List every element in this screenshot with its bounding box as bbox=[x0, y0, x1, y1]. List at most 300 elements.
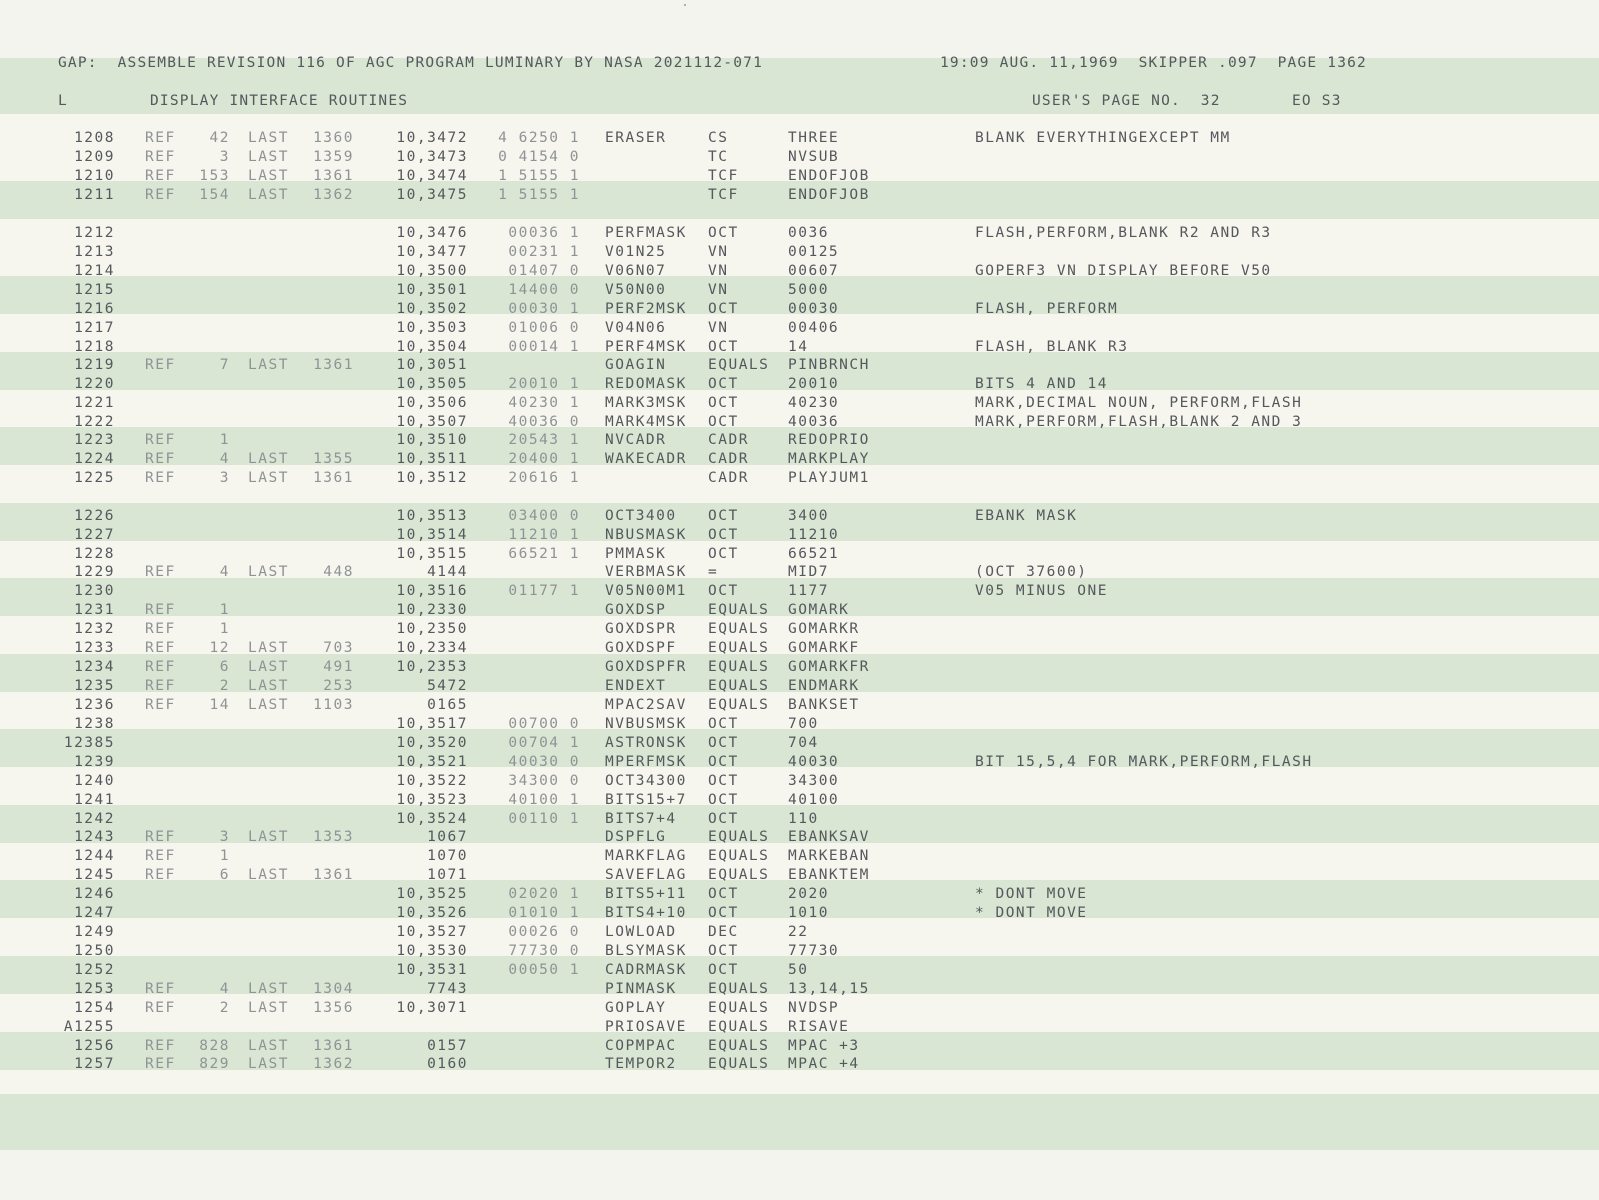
listing-operand: MPAC +4 bbox=[788, 1056, 860, 1072]
listing-opcode: TCF bbox=[708, 168, 739, 184]
listing-address: 10,3474 bbox=[396, 168, 468, 184]
listing-ref: REF bbox=[145, 168, 176, 184]
listing-address: 10,3510 bbox=[396, 432, 468, 448]
listing-operand: GOMARKF bbox=[788, 640, 860, 656]
listing-label: DSPFLG bbox=[605, 829, 667, 845]
listing-address: 10,3520 bbox=[396, 735, 468, 751]
listing-last-page: 1353 bbox=[313, 829, 354, 845]
listing-ref: REF bbox=[145, 848, 176, 864]
listing-operand: 00030 bbox=[788, 301, 840, 317]
listing-opcode: EQUALS bbox=[708, 659, 770, 675]
listing-octal: 20616 1 bbox=[508, 470, 580, 486]
listing-octal: 20543 1 bbox=[508, 432, 580, 448]
listing-line-number: 1225 bbox=[74, 470, 115, 486]
listing-line-number: 1238 bbox=[74, 716, 115, 732]
listing-row bbox=[0, 451, 1599, 470]
listing-operand: 13,14,15 bbox=[788, 981, 870, 997]
listing-operand: 20010 bbox=[788, 376, 840, 392]
listing-address: 10,3507 bbox=[396, 414, 468, 430]
listing-last-page: 1361 bbox=[313, 867, 354, 883]
listing-address: 10,3523 bbox=[396, 792, 468, 808]
listing-operand: 0036 bbox=[788, 225, 829, 241]
listing-opcode: EQUALS bbox=[708, 678, 770, 694]
listing-address: 10,3531 bbox=[396, 962, 468, 978]
listing-label: REDOMASK bbox=[605, 376, 687, 392]
listing-row bbox=[0, 754, 1599, 773]
listing-ref-count: 6 bbox=[219, 867, 230, 883]
listing-row bbox=[0, 564, 1599, 583]
listing-row bbox=[0, 735, 1599, 754]
listing-octal: 00700 0 bbox=[508, 716, 580, 732]
listing-comment: FLASH, PERFORM bbox=[975, 301, 1119, 317]
listing-last-page: 1361 bbox=[313, 470, 354, 486]
listing-line-number: 12385 bbox=[63, 735, 115, 751]
listing-opcode: DEC bbox=[708, 924, 739, 940]
listing-row bbox=[0, 508, 1599, 527]
listing-label: MARKFLAG bbox=[605, 848, 687, 864]
listing-line-number: 1242 bbox=[74, 811, 115, 827]
listing-label: GOPLAY bbox=[605, 1000, 667, 1016]
listing-label: MPERFMSK bbox=[605, 754, 687, 770]
listing-row bbox=[0, 187, 1599, 206]
listing-ref-count: 154 bbox=[199, 187, 230, 203]
listing-ref: REF bbox=[145, 564, 176, 580]
listing-comment: (OCT 37600) bbox=[975, 564, 1088, 580]
listing-operand: ENDMARK bbox=[788, 678, 860, 694]
listing-address: 10,3524 bbox=[396, 811, 468, 827]
listing-opcode: EQUALS bbox=[708, 867, 770, 883]
listing-comment: BITS 4 AND 14 bbox=[975, 376, 1108, 392]
listing-address: 10,2350 bbox=[396, 621, 468, 637]
listing-address: 10,3527 bbox=[396, 924, 468, 940]
listing-comment: BIT 15,5,4 FOR MARK,PERFORM,FLASH bbox=[975, 754, 1313, 770]
listing-row bbox=[0, 773, 1599, 792]
section-marker: L bbox=[58, 93, 68, 109]
listing-address: 10,3517 bbox=[396, 716, 468, 732]
listing-row bbox=[0, 943, 1599, 962]
listing-last: LAST bbox=[248, 981, 289, 997]
listing-line-number: 1232 bbox=[74, 621, 115, 637]
listing-operand: NVSUB bbox=[788, 149, 840, 165]
listing-row bbox=[0, 1038, 1599, 1057]
listing-row bbox=[0, 168, 1599, 187]
listing-octal: 00704 1 bbox=[508, 735, 580, 751]
listing-last-page: 703 bbox=[323, 640, 354, 656]
listing-row bbox=[0, 716, 1599, 735]
listing-opcode: OCT bbox=[708, 735, 739, 751]
listing-line-number: 1244 bbox=[74, 848, 115, 864]
listing-line-number: 1250 bbox=[74, 943, 115, 959]
listing-line-number: 1230 bbox=[74, 583, 115, 599]
listing-line-number: 1222 bbox=[74, 414, 115, 430]
listing-octal: 01407 0 bbox=[508, 263, 580, 279]
listing-row bbox=[0, 130, 1599, 149]
listing-row bbox=[0, 640, 1599, 659]
listing-address: 0165 bbox=[427, 697, 468, 713]
listing-address: 10,3516 bbox=[396, 583, 468, 599]
listing-last: LAST bbox=[248, 1000, 289, 1016]
listing-ref: REF bbox=[145, 621, 176, 637]
listing-opcode: OCT bbox=[708, 508, 739, 524]
listing-ref: REF bbox=[145, 1000, 176, 1016]
listing-ref: REF bbox=[145, 1056, 176, 1072]
listing-row bbox=[0, 697, 1599, 716]
listing-last: LAST bbox=[248, 659, 289, 675]
listing-row bbox=[0, 282, 1599, 301]
listing-opcode: CADR bbox=[708, 432, 749, 448]
listing-address: 10,3473 bbox=[396, 149, 468, 165]
listing-line-number: 1246 bbox=[74, 886, 115, 902]
listing-ref: REF bbox=[145, 602, 176, 618]
listing-row bbox=[0, 376, 1599, 395]
listing-operand: REDOPRIO bbox=[788, 432, 870, 448]
listing-ref-count: 42 bbox=[209, 130, 230, 146]
listing-last: LAST bbox=[248, 697, 289, 713]
listing-line-number: 1257 bbox=[74, 1056, 115, 1072]
listing-opcode: OCT bbox=[708, 773, 739, 789]
listing-octal: 00036 1 bbox=[508, 225, 580, 241]
listing-operand: 00125 bbox=[788, 244, 840, 260]
listing-ref-count: 1 bbox=[219, 621, 230, 637]
listing-ref: REF bbox=[145, 1038, 176, 1054]
listing-last: LAST bbox=[248, 1056, 289, 1072]
listing-label: BITS5+11 bbox=[605, 886, 687, 902]
listing-opcode: OCT bbox=[708, 583, 739, 599]
listing-ref: REF bbox=[145, 432, 176, 448]
listing-octal: 00026 0 bbox=[508, 924, 580, 940]
listing-last: LAST bbox=[248, 470, 289, 486]
listing-last: LAST bbox=[248, 1038, 289, 1054]
listing-row bbox=[0, 263, 1599, 282]
listing-opcode: VN bbox=[708, 244, 729, 260]
listing-address: 10,3500 bbox=[396, 263, 468, 279]
listing-address: 0157 bbox=[427, 1038, 468, 1054]
listing-ref: REF bbox=[145, 981, 176, 997]
listing-label: LOWLOAD bbox=[605, 924, 677, 940]
listing-last: LAST bbox=[248, 829, 289, 845]
listing-ref: REF bbox=[145, 640, 176, 656]
listing-opcode: CS bbox=[708, 130, 729, 146]
listing-label: VERBMASK bbox=[605, 564, 687, 580]
listing-octal: 40230 1 bbox=[508, 395, 580, 411]
listing-label: CADRMASK bbox=[605, 962, 687, 978]
listing-line-number: 1213 bbox=[74, 244, 115, 260]
listing-address: 10,3501 bbox=[396, 282, 468, 298]
listing-ref: REF bbox=[145, 149, 176, 165]
listing-last-page: 491 bbox=[323, 659, 354, 675]
listing-address: 1071 bbox=[427, 867, 468, 883]
listing-row bbox=[0, 432, 1599, 451]
listing-address: 10,3505 bbox=[396, 376, 468, 392]
listing-opcode: OCT bbox=[708, 811, 739, 827]
listing-octal: 00014 1 bbox=[508, 339, 580, 355]
listing-comment: MARK,DECIMAL NOUN, PERFORM,FLASH bbox=[975, 395, 1303, 411]
listing-address: 10,2334 bbox=[396, 640, 468, 656]
section-header bbox=[0, 93, 1599, 115]
listing-opcode: EQUALS bbox=[708, 1038, 770, 1054]
listing-line-number: 1228 bbox=[74, 546, 115, 562]
listing-opcode: OCT bbox=[708, 792, 739, 808]
listing-opcode: OCT bbox=[708, 716, 739, 732]
listing-operand: 5000 bbox=[788, 282, 829, 298]
listing-last: LAST bbox=[248, 640, 289, 656]
listing-row bbox=[0, 924, 1599, 943]
listing-line-number: 1234 bbox=[74, 659, 115, 675]
listing-last: LAST bbox=[248, 357, 289, 373]
listing-operand: GOMARKR bbox=[788, 621, 860, 637]
listing-octal: 02020 1 bbox=[508, 886, 580, 902]
listing-label: BITS7+4 bbox=[605, 811, 677, 827]
eo-code: EO S3 bbox=[1292, 93, 1342, 109]
listing-label: OCT34300 bbox=[605, 773, 687, 789]
listing-operand: 110 bbox=[788, 811, 819, 827]
listing-address: 4144 bbox=[427, 564, 468, 580]
listing-operand: RISAVE bbox=[788, 1019, 850, 1035]
listing-last: LAST bbox=[248, 451, 289, 467]
listing-opcode: OCT bbox=[708, 905, 739, 921]
listing-address: 10,3530 bbox=[396, 943, 468, 959]
listing-ref: REF bbox=[145, 451, 176, 467]
listing-operand: MARKPLAY bbox=[788, 451, 870, 467]
listing-line-number: 1214 bbox=[74, 263, 115, 279]
listing-opcode: VN bbox=[708, 320, 729, 336]
page-header bbox=[0, 55, 1599, 77]
listing-ref-count: 4 bbox=[219, 451, 230, 467]
listing-octal: 00231 1 bbox=[508, 244, 580, 260]
listing-address: 10,3071 bbox=[396, 1000, 468, 1016]
listing-label: ENDEXT bbox=[605, 678, 667, 694]
listing-address: 1067 bbox=[427, 829, 468, 845]
listing-octal: 01006 0 bbox=[508, 320, 580, 336]
listing-row bbox=[0, 981, 1599, 1000]
listing-operand: 22 bbox=[788, 924, 809, 940]
listing-row bbox=[0, 621, 1599, 640]
listing-octal: 40036 0 bbox=[508, 414, 580, 430]
listing-address: 10,2353 bbox=[396, 659, 468, 675]
listing-line-number: 1211 bbox=[74, 187, 115, 203]
listing-ref-count: 828 bbox=[199, 1038, 230, 1054]
listing-last-page: 1362 bbox=[313, 187, 354, 203]
listing-row bbox=[0, 527, 1599, 546]
listing-ref-count: 153 bbox=[199, 168, 230, 184]
listing-last: LAST bbox=[248, 149, 289, 165]
listing-label: WAKECADR bbox=[605, 451, 687, 467]
listing-operand: 1177 bbox=[788, 583, 829, 599]
listing-operand: PLAYJUM1 bbox=[788, 470, 870, 486]
listing-last-page: 1359 bbox=[313, 149, 354, 165]
listing-operand: 3400 bbox=[788, 508, 829, 524]
listing-address: 5472 bbox=[427, 678, 468, 694]
listing-address: 10,3514 bbox=[396, 527, 468, 543]
listing-opcode: OCT bbox=[708, 943, 739, 959]
paper-band bbox=[0, 1094, 1599, 1150]
listing-opcode: = bbox=[708, 564, 719, 580]
listing-ref-count: 7 bbox=[219, 357, 230, 373]
listing-line-number: 1218 bbox=[74, 339, 115, 355]
listing-row bbox=[0, 149, 1599, 168]
listing-ref: REF bbox=[145, 829, 176, 845]
listing-label: V06N07 bbox=[605, 263, 667, 279]
listing-operand: MPAC +3 bbox=[788, 1038, 860, 1054]
listing-label: COPMPAC bbox=[605, 1038, 677, 1054]
listing-address: 10,3503 bbox=[396, 320, 468, 336]
listing-row bbox=[0, 659, 1599, 678]
bottom-margin bbox=[0, 1150, 1599, 1200]
listing-opcode: OCT bbox=[708, 886, 739, 902]
listing-last: LAST bbox=[248, 187, 289, 203]
listing-opcode: TC bbox=[708, 149, 729, 165]
listing-address: 10,3475 bbox=[396, 187, 468, 203]
listing-ref-count: 1 bbox=[219, 602, 230, 618]
listing-opcode: EQUALS bbox=[708, 697, 770, 713]
listing-line-number: 1249 bbox=[74, 924, 115, 940]
listing-last-page: 1103 bbox=[313, 697, 354, 713]
listing-operand: 11210 bbox=[788, 527, 840, 543]
listing-opcode: OCT bbox=[708, 395, 739, 411]
listing-label: PERF4MSK bbox=[605, 339, 687, 355]
listing-last-page: 1362 bbox=[313, 1056, 354, 1072]
listing-octal: 40030 0 bbox=[508, 754, 580, 770]
listing-octal: 20400 1 bbox=[508, 451, 580, 467]
listing-opcode: EQUALS bbox=[708, 602, 770, 618]
listing-line-number: 1247 bbox=[74, 905, 115, 921]
listing-last: LAST bbox=[248, 867, 289, 883]
header-title: GAP: ASSEMBLE REVISION 116 OF AGC PROGRAM LUMINARY BY NASA 2021112-071 bbox=[58, 55, 764, 71]
listing-opcode: OCT bbox=[708, 301, 739, 317]
listing-address: 10,3526 bbox=[396, 905, 468, 921]
listing-operand: 00406 bbox=[788, 320, 840, 336]
listing-operand: GOMARK bbox=[788, 602, 850, 618]
listing-row bbox=[0, 867, 1599, 886]
listing-address: 10,3502 bbox=[396, 301, 468, 317]
listing-opcode: EQUALS bbox=[708, 621, 770, 637]
listing-ref: REF bbox=[145, 867, 176, 883]
header-timestamp: 19:09 AUG. 11,1969 SKIPPER .097 PAGE 1362 bbox=[940, 55, 1367, 71]
top-margin bbox=[0, 0, 1599, 58]
listing-octal: 0 4154 0 bbox=[498, 149, 580, 165]
listing-label: ERASER bbox=[605, 130, 667, 146]
listing-comment: MARK,PERFORM,FLASH,BLANK 2 AND 3 bbox=[975, 414, 1303, 430]
listing-operand: 50 bbox=[788, 962, 809, 978]
listing-row bbox=[0, 244, 1599, 263]
listing-operand: 66521 bbox=[788, 546, 840, 562]
listing-operand: GOMARKFR bbox=[788, 659, 870, 675]
listing-octal: 77730 0 bbox=[508, 943, 580, 959]
listing-ref: REF bbox=[145, 130, 176, 146]
listing-row bbox=[0, 414, 1599, 433]
listing-opcode: OCT bbox=[708, 962, 739, 978]
listing-row bbox=[0, 546, 1599, 565]
listing-ref-count: 3 bbox=[219, 149, 230, 165]
listing-label: BLSYMASK bbox=[605, 943, 687, 959]
listing-line-number: 1236 bbox=[74, 697, 115, 713]
listing-octal: 40100 1 bbox=[508, 792, 580, 808]
listing-row bbox=[0, 792, 1599, 811]
listing-operand: 40036 bbox=[788, 414, 840, 430]
listing-octal: 01010 1 bbox=[508, 905, 580, 921]
listing-operand: 14 bbox=[788, 339, 809, 355]
listing-label: GOAGIN bbox=[605, 357, 667, 373]
listing-line-number: 1227 bbox=[74, 527, 115, 543]
listing-opcode: OCT bbox=[708, 754, 739, 770]
listing-line-number: 1233 bbox=[74, 640, 115, 656]
listing-row bbox=[0, 357, 1599, 376]
listing-label: GOXDSPF bbox=[605, 640, 677, 656]
listing-operand: 77730 bbox=[788, 943, 840, 959]
listing-operand: PINBRNCH bbox=[788, 357, 870, 373]
listing-address: 10,3521 bbox=[396, 754, 468, 770]
listing-label: ASTRONSK bbox=[605, 735, 687, 751]
listing-label: SAVEFLAG bbox=[605, 867, 687, 883]
listing-operand: EBANKTEM bbox=[788, 867, 870, 883]
listing-operand: 40030 bbox=[788, 754, 840, 770]
listing-opcode: TCF bbox=[708, 187, 739, 203]
listing-last-page: 1361 bbox=[313, 357, 354, 373]
listing-last-page: 1361 bbox=[313, 1038, 354, 1054]
listing-octal: 01177 1 bbox=[508, 583, 580, 599]
listing-address: 10,3515 bbox=[396, 546, 468, 562]
listing-ref-count: 4 bbox=[219, 564, 230, 580]
listing-opcode: OCT bbox=[708, 225, 739, 241]
listing-comment: EBANK MASK bbox=[975, 508, 1078, 524]
listing-last-page: 1355 bbox=[313, 451, 354, 467]
listing-row bbox=[0, 678, 1599, 697]
listing-ref-count: 1 bbox=[219, 848, 230, 864]
listing-label: BITS4+10 bbox=[605, 905, 687, 921]
listing-opcode: VN bbox=[708, 263, 729, 279]
listing-opcode: EQUALS bbox=[708, 357, 770, 373]
listing-line-number: 1217 bbox=[74, 320, 115, 336]
listing-octal: 1 5155 1 bbox=[498, 187, 580, 203]
listing-row bbox=[0, 301, 1599, 320]
listing-line-number: A1255 bbox=[63, 1019, 115, 1035]
listing-label: PERFMASK bbox=[605, 225, 687, 241]
listing-last: LAST bbox=[248, 564, 289, 580]
listing-line-number: 1216 bbox=[74, 301, 115, 317]
listing-last: LAST bbox=[248, 678, 289, 694]
listing-operand: NVDSP bbox=[788, 1000, 840, 1016]
listing-row bbox=[0, 811, 1599, 830]
listing-label: PRIOSAVE bbox=[605, 1019, 687, 1035]
listing-line-number: 1224 bbox=[74, 451, 115, 467]
listing-opcode: OCT bbox=[708, 339, 739, 355]
listing-last-page: 1356 bbox=[313, 1000, 354, 1016]
listing-octal: 20010 1 bbox=[508, 376, 580, 392]
listing-ref-count: 829 bbox=[199, 1056, 230, 1072]
listing-label: GOXDSP bbox=[605, 602, 667, 618]
listing-row bbox=[0, 905, 1599, 924]
listing-last-page: 1361 bbox=[313, 168, 354, 184]
listing-last: LAST bbox=[248, 168, 289, 184]
paper-speck bbox=[684, 4, 686, 6]
listing-address: 0160 bbox=[427, 1056, 468, 1072]
listing-line-number: 1210 bbox=[74, 168, 115, 184]
listing-line-number: 1223 bbox=[74, 432, 115, 448]
listing-octal: 66521 1 bbox=[508, 546, 580, 562]
listing-opcode: EQUALS bbox=[708, 829, 770, 845]
listing-operand: 40100 bbox=[788, 792, 840, 808]
listing-ref: REF bbox=[145, 659, 176, 675]
listing-octal: 4 6250 1 bbox=[498, 130, 580, 146]
listing-row bbox=[0, 583, 1599, 602]
listing-octal: 03400 0 bbox=[508, 508, 580, 524]
listing-label: MARK4MSK bbox=[605, 414, 687, 430]
listing-row bbox=[0, 320, 1599, 339]
listing-comment: BLANK EVERYTHINGEXCEPT MM bbox=[975, 130, 1231, 146]
listing-opcode: EQUALS bbox=[708, 1000, 770, 1016]
listing-line-number: 1239 bbox=[74, 754, 115, 770]
listing-last-page: 1304 bbox=[313, 981, 354, 997]
